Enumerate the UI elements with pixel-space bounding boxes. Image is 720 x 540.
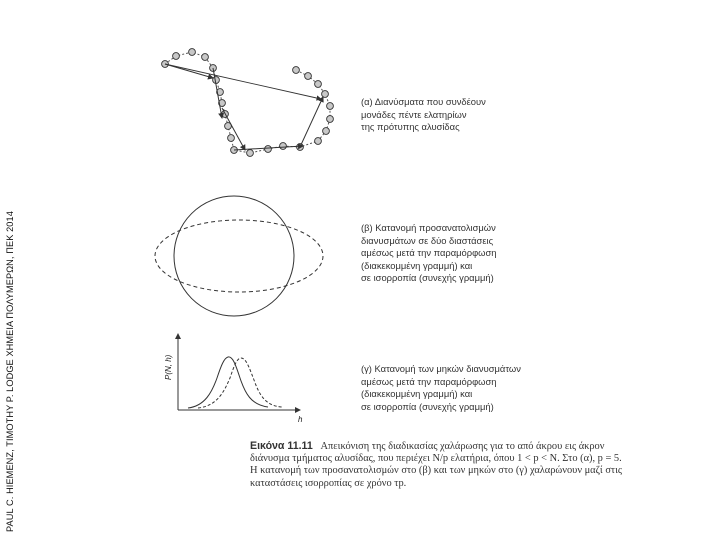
deformed-ellipse — [155, 220, 323, 292]
caption-line: σε ισορροπία (συνεχής γραμμή) — [361, 272, 494, 284]
deformed-curve — [198, 358, 282, 408]
caption-text: καταστάσεις ισορροπίας σε χρόνο τp. — [250, 477, 407, 489]
panel-c-caption — [361, 363, 521, 413]
panel-b-caption — [361, 222, 496, 285]
caption-line: αμέσως μετά την παραμόρφωση — [361, 375, 497, 387]
bead-group — [162, 49, 334, 157]
orientation-distribution — [155, 196, 323, 316]
caption-line: διανυσμάτων σε δύο διαστάσεις — [361, 234, 494, 246]
caption-first-line — [250, 440, 610, 453]
chain-diagram — [162, 49, 334, 157]
caption-line: (β) Κατανομή προσανατολισμών — [361, 222, 496, 233]
caption-text: Η κατανομή των προσανατολισμών στο (β) και των μηκών στο (γ) χαλαρώνουν μαζί στις — [250, 465, 623, 477]
caption-line: μονάδες πέντε ελατηρίων — [361, 108, 467, 120]
x-axis-label: h — [298, 415, 303, 424]
caption-line: αμέσως μετά την παραμόρφωση — [361, 247, 497, 259]
caption-text: διάνυσμα τμήματος αλυσίδας, που περιέχει N/p ελατήρια, όπου 1 < p < N. Στο (α), p = 5. — [250, 453, 622, 465]
caption-line: (α) Διανύσματα που συνδέουν — [361, 96, 486, 107]
book-credit-vertical: PAUL C. HIEMENZ, TIMOTHY P. LODGE ΧΗΜΕΙΑ ΠΟΛΥΜΕΡΩΝ, ΠΕΚ 2014 — [5, 211, 15, 532]
equilibrium-circle — [174, 196, 294, 316]
spring-vectors — [165, 64, 323, 150]
caption-text: Απεικόνιση της διαδικασίας χαλάρωσης για το από άκρου εις άκρον — [320, 441, 605, 452]
caption-line: (διακεκομμένη γραμμή) και — [361, 259, 473, 271]
panel-a-caption — [361, 96, 486, 134]
y-axis-label: P(N, h) — [164, 354, 173, 380]
caption-line: (διακεκομμένη γραμμή) και — [361, 388, 473, 400]
figure-title: Εικόνα 11.11 — [250, 440, 313, 452]
figure-caption — [250, 440, 623, 490]
chain-backbone — [165, 52, 330, 153]
length-distribution-plot — [164, 334, 303, 424]
caption-line: σε ισορροπία (συνεχής γραμμή) — [361, 400, 494, 412]
caption-line: της πρότυπης αλυσίδας — [361, 121, 460, 133]
caption-line: (γ) Κατανομή των μηκών διανυσμάτων — [361, 363, 521, 374]
